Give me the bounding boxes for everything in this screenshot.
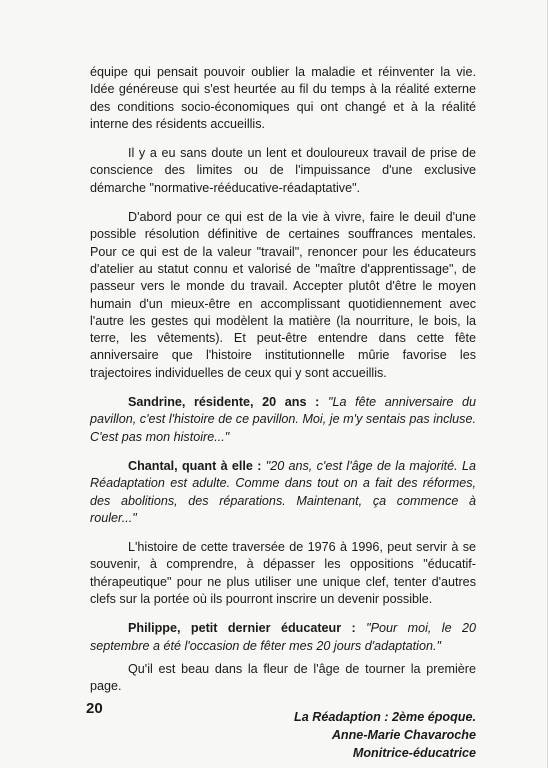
quote-speaker: Sandrine, résidente, 20 ans [128, 395, 307, 410]
paragraph-history: L'histoire de cette traversée de 1976 à 1996, peut servir à se souvenir, à comprendre, à dépasser les oppositions "éducatif-thérapeutique" pour ne plus utiliser une unique clef, tenter d'autres clefs sur la portée où ils pourront inscrire un devenir possible. [90, 540, 476, 607]
signature-author: Anne-Marie Chavaroche [331, 727, 476, 742]
signature-title: La Réadaption : 2ème époque. [294, 709, 476, 724]
signature-role: Monitrice-éducatrice [352, 745, 476, 760]
quote-text: "Pour moi, le 20 septembre a été l'occasion de fêter mes 20 jours d'adaptation." [90, 621, 477, 653]
quote-speaker: Philippe, petit dernier éducateur [128, 621, 342, 636]
paragraph-1: équipe qui pensait pouvoir oublier la maladie et réinventer la vie. Idée généreuse qui s'est heurtée au fil du temps à la réalité externe des conditions socio-économiques qui ont changé et à la réalité interne des résidents accueillis. [90, 65, 476, 131]
paragraph-3: D'abord pour ce qui est de la vie à vivre, faire le deuil d'une possible résolution définitive de certaines souffrances mentales. Pour ce qui est de la valeur "travail", renoncer pour les éducateurs d'atelier au statut connu et valorisé de "maître d'apprentissage", de passeur vers le monde du travail. Accepter plutôt d'être le moyen humain d'un mieux-être en accomplissant quotidiennement avec l'autre les gestes qui modèlent la matière (la nourriture, le bois, la terre, les vêtements). Et peut-être entendre dans cette fête anniversaire que l'histoire institutionnelle mûrie favorise les trajectoires individuelles de ceux qui y sont accueillis. [90, 210, 476, 380]
quote-speaker: Chantal, quant à elle [128, 458, 253, 473]
quote-philippe: Philippe, petit dernier éducateur : "Pour moi, le 20 septembre a été l'occasion de fêter mes 20 jours d'adaptation." [90, 621, 477, 653]
page-number: 20 [86, 700, 103, 717]
quote-text: "La fête anniversaire du pavillon, c'est l'histoire de ce pavillon. Moi, je m'y sentais pas incluse. C'est pas mon histoire..." [90, 395, 477, 444]
body-text [90, 64, 476, 762]
paragraph-2: Il y a eu sans doute un lent et douloureux travail de prise de conscience des limites ou de l'impuissance d'une exclusive démarche "normative-rééducative-réadaptative". [90, 146, 476, 195]
quote-text: "20 ans, c'est l'âge de la majorité. La Réadaptation est adulte. Comme dans tout on a fait des réformes, des abolitions, des réparations. Maintenant, ça commence à rouler..." [90, 458, 476, 525]
signature-block [90, 708, 476, 762]
quote-sandrine: Sandrine, résidente, 20 ans : "La fête anniversaire du pavillon, c'est l'histoire de ce pavillon. Moi, je m'y sentais pas incluse. C'est pas mon histoire..." [90, 395, 477, 444]
closing-line: Qu'il est beau dans la fleur de l'âge de tourner la première page. [90, 661, 476, 694]
quote-chantal: Chantal, quant à elle : "20 ans, c'est l'âge de la majorité. La Réadaptation est adulte. Comme dans tout on a fait des réformes, des abolitions, des réparations. Maintenant, ça commence à rouler..." [90, 458, 476, 525]
